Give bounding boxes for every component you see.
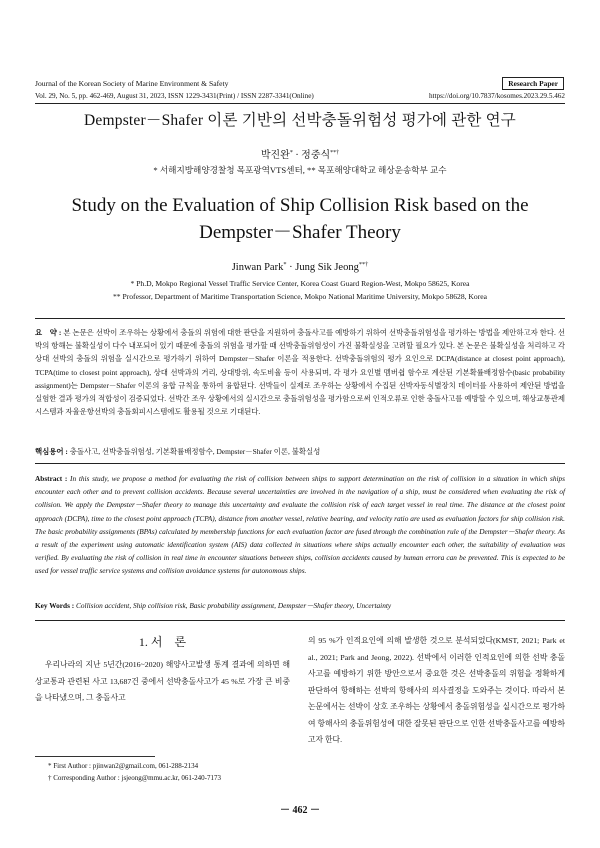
body-right-column: 의 95 %가 인적요인에 의해 발생한 것으로 분석되었다(KMST, 2021; Park et al., 2021; Park and Jeong, 2022). 선박에서 이러한 인적요인에 의한 선박 충돌사고를 예방하기 위한 방안으로서 중요한 것은 선박충돌의 위험을 정확하게 판단하여 항해하는 선박의 항해사의 의사결정을 도와주는 것이다. 따라서 본 논문에서는 선박이 상호 조우하는 상황에서 충돌위험성을 실시간으로 평가하여 항해사의 충돌위험성에 대한 잘못된 판단으로 인한 선박충돌사고를 예방하고자 한다.	[308, 636, 565, 744]
page-number: － 462 －	[280, 805, 320, 816]
korean-keywords-text: 충돌사고, 선박충돌위험성, 기본확률배정함수, Dempster－Shafer 이론, 불확실성	[69, 447, 321, 456]
abstract-top-rule	[35, 318, 565, 319]
footnote-rule	[35, 756, 155, 757]
english-keywords	[35, 601, 565, 611]
footnote-first-author: * First Author : pjinwan2@gmail.com, 061-288-2134	[48, 762, 199, 770]
korean-author-2: 정중식	[301, 150, 331, 161]
korean-abstract-text: 본 논문은 선박이 조우하는 상황에서 충돌의 위험에 대한 판단을 지원하여 충돌사고를 예방하기 위하여 선박충돌위험성을 평가하는 방법을 제안하고자 한다. 선박의 항해는 불확실성이 다수 내포되어 있기 때문에 충돌의 위험을 평가할 때 선박충돌위험성이 가진 불확실성을 고려할 필요가 있다. 본 논문은 불확실성을 처리하고 각 상대 선박의 충돌의 위험을 실시간으로 평가하기 위하여 Dempster－Shafer 이론을 적용한다. 선박충돌위험의 평가 요인으로 DCPA(distance at closest point approach), TCPA(time to closest point approach), 상대 선박과의 거리, 상대방위, 속도비율 등이 사용되며, 각 평가 요인별 멤버쉽 함수로 계산된 기본확률배정함수(basic probability assignment)는 Dempster－Shafer 이론의 융합 규칙을 통하여 융합된다. 선박들이 실제로 조우하는 상황에서 수집된 선박자동식별장치 데이터를 사용하여 제안된 방법을 실험한 결과 평가의 적합성이 검증되었다. 선박간 조우 상황에서의 실시간으로 충돌위험성을 평가함으로써 인적오류로 인한 충돌사고를 예방할 수 있으며, 해상교통관제시스템과 자율운항선박의 충돌회피시스템에도 활용될 것으로 기대된다.	[35, 328, 565, 417]
korean-author-2-mark: **†	[330, 150, 340, 156]
footnote-corresponding-author: † Corresponding Author : jsjeong@mmu.ac.kr, 061-240-7173	[48, 774, 221, 782]
english-author-1: Jinwan Park	[231, 262, 284, 273]
english-abstract-label: Abstract :	[35, 474, 68, 483]
abstract-bottom-rule	[35, 620, 565, 621]
english-affiliation-2: ** Professor, Department of Maritime Transportation Science, Mokpo National Maritime University, Mokpo 58628, Korea	[113, 292, 487, 301]
english-abstract	[35, 472, 565, 578]
author-separator: ·	[289, 262, 293, 273]
author-separator: ·	[295, 150, 299, 161]
english-author-1-mark: *	[283, 261, 287, 268]
doi-link[interactable]: https://doi.org/10.7837/kosomes.2023.29.5.462	[428, 92, 565, 100]
english-keywords-label: Key Words :	[35, 601, 75, 610]
journal-name: Journal of the Korean Society of Marine Environment & Safety	[35, 79, 229, 88]
english-abstract-text: In this study, we propose a method for evaluating the risk of collision between ships to support determination on the risk of collision in a situation in which ships encounter each other and to prevent collision accidents. Because several uncertainties are involved in the navigation of a ship, must be considered when evaluating the risk of collision. We apply the Dempster－Shafer theory to manage this uncertainty and evaluate the collision risk of each target vessel in real time. The distance at the closest point approach (DCPA), time to the closest point approach (TCPA), distance from another vessel, relative bearing, and velocity ratio are used as evaluation factors for ship collision risk. The basic probability assignments (BPAs) calculated by membership functions for each evaluation factor are fused through the combination rule of the Dempster－Shafer theory. As a result of the experiment using automatic identification system (AIS) data collected in situations where ships actually encounter each other, the suitability of evaluation was verified. By evaluating the risk of collision in real time in encounter situations between ships, collision accidents caused by human errora can be prevented. This is expected to be used for vessel traffic service systems and collision avoidance systems for autonomous ships.	[35, 474, 565, 576]
english-title: Study on the Evaluation of Ship Collision Risk based on the Dempster－Shafer Theory	[71, 195, 529, 243]
article-type-badge: Research Paper	[502, 77, 564, 90]
korean-affiliation: * 서해지방해양경찰청 목포광역VTS센터, ** 목포해양대학교 해상운송학부 교수	[153, 165, 447, 175]
body-left-column: 우리나라의 지난 5년간(2016~2020) 해양사고발생 통계 결과에 의하면 해상교통과 관련된 사고 13,687건 중에서 선박충돌사고가 45 %로 가장 큰 비중을 나타냈으며, 그 충돌사고	[35, 660, 290, 702]
korean-abstract-label: 요 약 :	[35, 328, 62, 337]
english-authors	[0, 262, 600, 273]
korean-title: Dempster－Shafer 이론 기반의 선박충돌위험성 평가에 관한 연구	[84, 112, 516, 129]
header-rule	[35, 103, 565, 104]
abstract-divider-rule	[35, 463, 565, 464]
english-keywords-text: Collision accident, Ship collision risk, Basic probability assignment, Dempster－Shafer theory, Uncertainty	[76, 601, 392, 610]
korean-keywords-label: 핵심용어 :	[35, 447, 68, 456]
english-author-2-mark: **†	[358, 261, 369, 268]
volume-line: Vol. 29, No. 5, pp. 462-469, August 31, 2023, ISSN 1229-3431(Print) / ISSN 2287-3341(Online)	[35, 92, 314, 100]
section-heading: 1. 서 론	[138, 635, 187, 649]
english-affiliation-1: * Ph.D, Mokpo Regional Vessel Traffic Service Center, Korea Coast Guard Region-West, Mokpo 58625, Korea	[130, 279, 470, 288]
korean-authors	[0, 146, 600, 161]
korean-keywords	[35, 446, 565, 457]
korean-author-1-mark: *	[289, 150, 293, 156]
english-author-2: Jung Sik Jeong	[295, 262, 359, 273]
korean-abstract	[35, 326, 565, 418]
korean-author-1: 박진완	[260, 150, 290, 161]
